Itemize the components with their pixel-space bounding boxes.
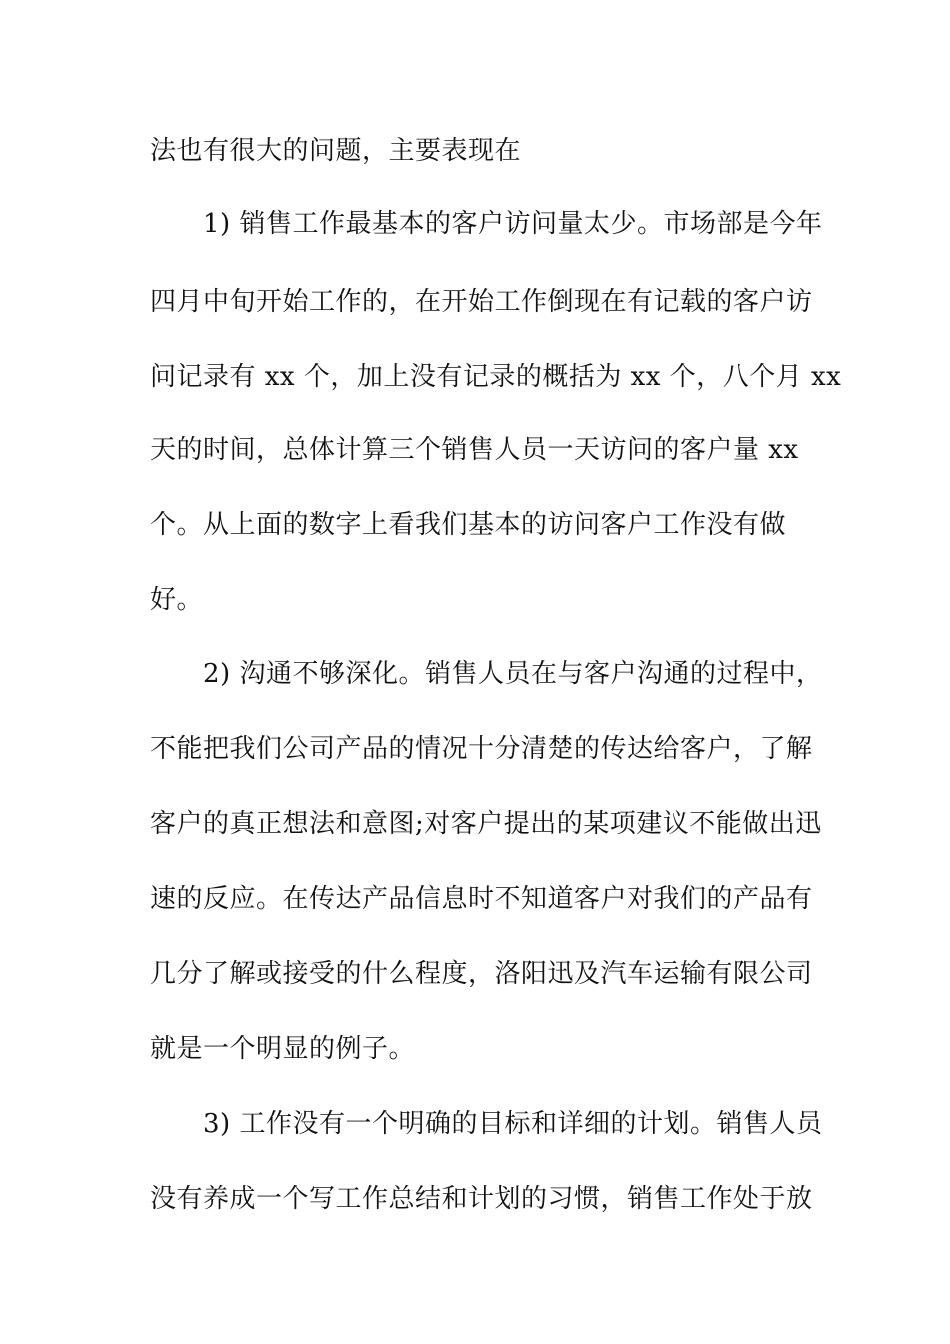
text-line: 客户的真正想法和意图;对客户提出的某项建议不能做出迅 [150,809,822,839]
text-line: 不能把我们公司产品的情况十分清楚的传达给客户，了解 [150,734,813,764]
text-line: 速的反应。在传达产品信息时不知道客户对我们的产品有 [150,884,813,914]
text-line: 四月中旬开始工作的，在开始工作倒现在有记载的客户访 [150,287,813,317]
text-line: 2) 沟通不够深化。销售人员在与客户沟通的过程中， [203,659,823,689]
text-line: 问记录有 xx 个，加上没有记录的概括为 xx 个，八个月 xx [150,362,842,392]
text-line: 天的时间，总体计算三个销售人员一天访问的客户量 xx [150,435,799,465]
text-line: 好。 [150,585,204,615]
text-line: 就是一个明显的例子。 [150,1034,416,1064]
text-line: 法也有很大的问题，主要表现在 [150,136,522,166]
text-line: 1) 销售工作最基本的客户访问量太少。市场部是今年 [203,209,823,239]
text-line: 几分了解或接受的什么程度，洛阳迅及汽车运输有限公司 [150,959,813,989]
text-line: 3) 工作没有一个明确的目标和详细的计划。销售人员 [203,1109,823,1139]
text-line: 没有养成一个写工作总结和计划的习惯，销售工作处于放 [150,1184,813,1214]
text-line: 个。从上面的数字上看我们基本的访问客户工作没有做 [150,510,787,540]
